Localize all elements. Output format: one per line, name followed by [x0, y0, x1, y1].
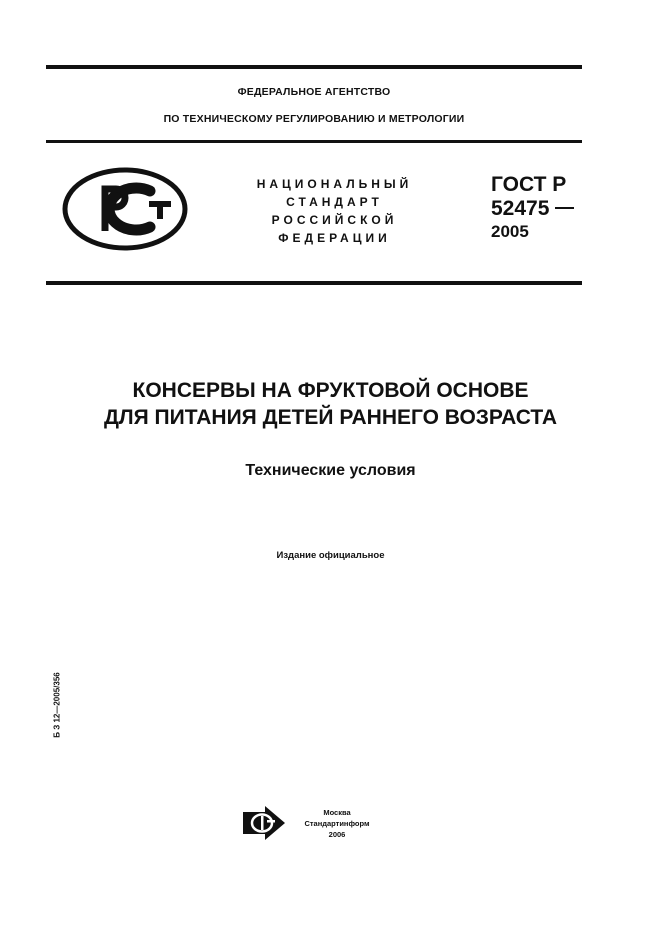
standard-designation-year: 2005: [491, 222, 529, 241]
agency-name-line1: ФЕДЕРАЛЬНОЕ АГЕНТСТВО: [237, 86, 391, 98]
standard-type-line1: НАЦИОНАЛЬНЫЙ: [256, 177, 413, 191]
header-rule: [46, 140, 582, 143]
edition-label: Издание официальное: [276, 550, 385, 561]
logo-section-rule: [46, 281, 582, 285]
document-title-line1: КОНСЕРВЫ НА ФРУКТОВОЙ ОСНОВЕ: [132, 379, 529, 402]
publisher-name: Стандартинформ: [304, 819, 370, 828]
standard-type-line4: ФЕДЕРАЦИИ: [278, 231, 391, 245]
agency-name-line2: ПО ТЕХНИЧЕСКОМУ РЕГУЛИРОВАНИЮ И МЕТРОЛОГИИ: [163, 113, 465, 125]
standard-type-line3: РОССИЙСКОЙ: [271, 213, 398, 227]
standartinform-logo-icon: [243, 806, 285, 840]
rst-logo-icon: [62, 167, 188, 251]
designation-dash: [555, 207, 574, 209]
side-code: Б З 12—2005/356: [52, 672, 62, 738]
standard-designation-number: 52475: [491, 197, 550, 220]
document-title-line2: ДЛЯ ПИТАНИЯ ДЕТЕЙ РАННЕГО ВОЗРАСТА: [103, 406, 558, 429]
document-subtitle: Технические условия: [245, 462, 416, 479]
standard-type-line2: СТАНДАРТ: [286, 195, 383, 209]
standard-designation-prefix: ГОСТ Р: [491, 173, 567, 196]
publisher-year: 2006: [328, 830, 346, 839]
top-rule: [46, 65, 582, 69]
publisher-city: Москва: [323, 808, 351, 817]
